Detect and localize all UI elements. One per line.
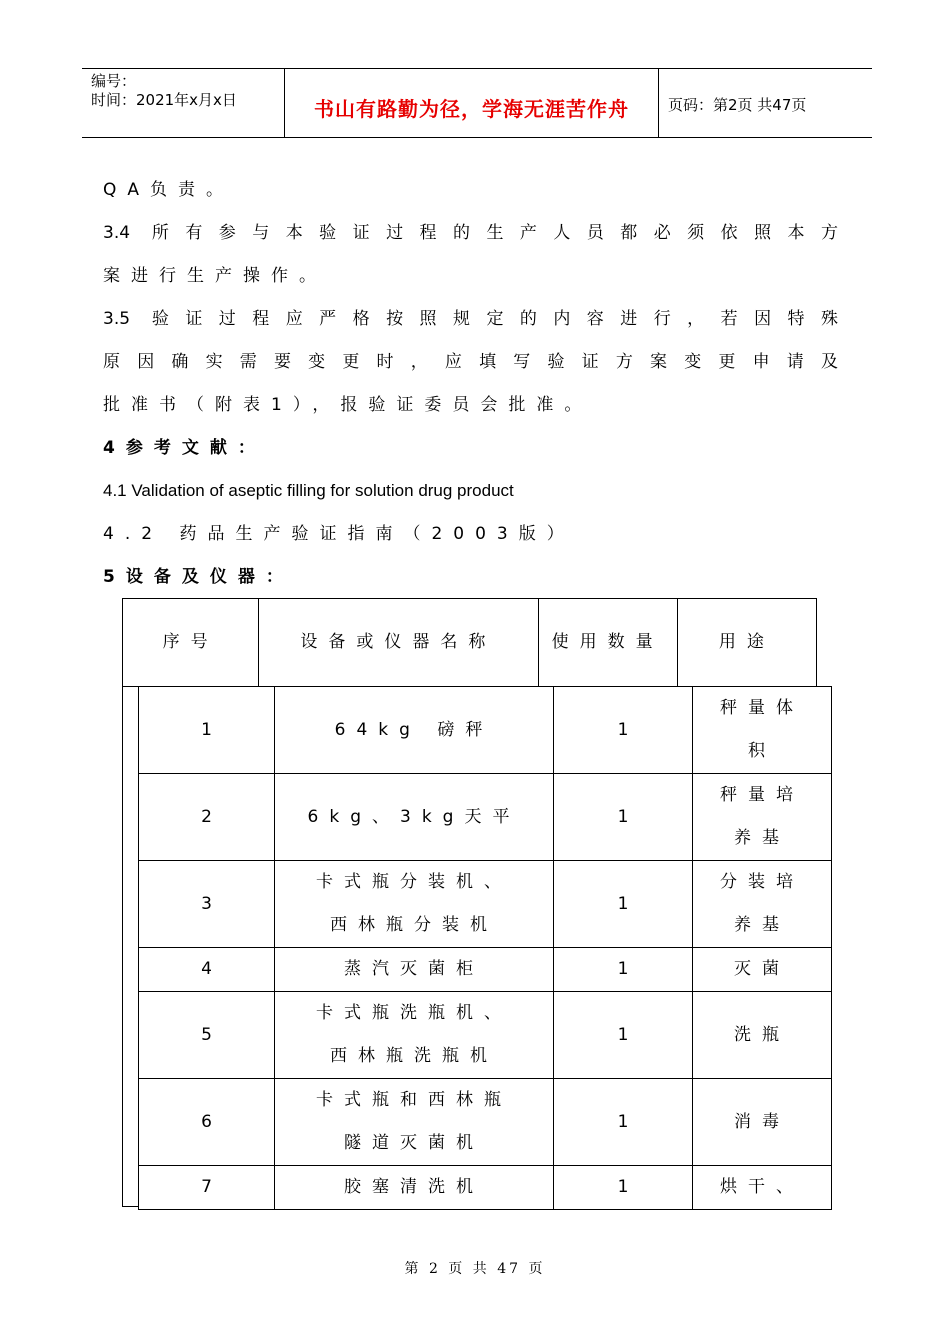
row-name-line: 6kg、3kg天平 <box>307 806 521 827</box>
header-motto-cell <box>284 69 659 137</box>
header-meta-cell <box>82 69 284 137</box>
body-line-1: QA负责。 <box>103 180 235 200</box>
row-name <box>275 948 554 992</box>
page-footer: 第 2 页 共 47 页 <box>404 1261 546 1277</box>
row-qty: 1 <box>554 948 693 992</box>
body-line-2: 3.4 所有参与本验证过程的生产人员都必须依照本方 <box>103 223 838 243</box>
table-row <box>139 861 832 948</box>
row-qty: 1 <box>554 687 693 774</box>
motto-text: 书山有路勤为径，学海无涯苦作舟 <box>314 97 629 121</box>
row-use-line: 灭菌 <box>734 959 790 979</box>
row-no: 5 <box>139 992 275 1079</box>
row-use <box>693 1079 832 1166</box>
row-name <box>275 687 554 774</box>
header-no: 序号 <box>123 599 259 687</box>
row-qty: 1 <box>554 992 693 1079</box>
header-page-cell <box>658 69 872 137</box>
section-5-heading: 5设备及仪器： <box>103 567 294 587</box>
row-no: 3 <box>139 861 275 948</box>
row-name <box>275 861 554 948</box>
row-use-line: 消毒 <box>734 1111 790 1132</box>
equipment-table <box>138 686 832 1210</box>
row-no: 2 <box>139 774 275 861</box>
document-header <box>82 68 872 138</box>
row-name <box>275 992 554 1079</box>
row-name-line: 卡式瓶洗瓶机、 <box>316 1003 512 1023</box>
row-name-line: 卡式瓶和西林瓶 <box>316 1090 512 1110</box>
reference-2: 4.2 药品生产验证指南（2003版） <box>103 524 575 544</box>
row-use <box>693 687 832 774</box>
row-use <box>693 1166 832 1210</box>
row-name-line: 隧道灭菌机 <box>344 1133 484 1153</box>
row-qty: 1 <box>554 774 693 861</box>
table-row <box>139 687 832 774</box>
row-name <box>275 1079 554 1166</box>
header-use: 用途 <box>677 599 816 687</box>
page-code: 页码：第2页 共47页 <box>668 96 807 114</box>
row-name-line: 西林瓶分装机 <box>330 915 498 935</box>
table-row <box>139 948 832 992</box>
row-name <box>275 1166 554 1210</box>
id-label: 编号： <box>91 72 137 90</box>
row-use-line: 洗瓶 <box>734 1024 790 1045</box>
body-line-4: 3.5 验证过程应严格按照规定的内容进行，若因特殊 <box>103 309 838 329</box>
row-qty: 1 <box>554 1079 693 1166</box>
row-name-line: 64kg 磅秤 <box>334 719 494 740</box>
row-use-line: 养基 <box>734 915 790 935</box>
section-4-heading: 4参考文献： <box>103 438 266 458</box>
row-use <box>693 948 832 992</box>
table-row <box>139 1079 832 1166</box>
row-use-line: 烘干、 <box>720 1177 804 1197</box>
row-name-line: 胶塞清洗机 <box>344 1177 484 1197</box>
body-line-6: 批准书（附表1），报验证委员会批准。 <box>103 395 593 415</box>
header-name: 设备或仪器名称 <box>259 599 538 687</box>
row-use <box>693 861 832 948</box>
row-use-line: 秤量培 <box>720 785 804 805</box>
body-line-5: 原因确实需要变更时，应填写验证方案变更申请及 <box>103 352 838 372</box>
time-label: 时间：2021年x月x日 <box>91 91 237 109</box>
table-row <box>139 1166 832 1210</box>
row-no: 6 <box>139 1079 275 1166</box>
row-name-line: 西林瓶洗瓶机 <box>330 1046 498 1066</box>
row-use <box>693 774 832 861</box>
row-name <box>275 774 554 861</box>
equipment-table-header <box>122 598 817 687</box>
row-no: 7 <box>139 1166 275 1210</box>
row-qty: 1 <box>554 861 693 948</box>
table-row <box>139 992 832 1079</box>
row-qty: 1 <box>554 1166 693 1210</box>
row-use-line: 秤量体 <box>720 698 804 718</box>
row-use <box>693 992 832 1079</box>
row-name-line: 卡式瓶分装机、 <box>316 872 512 892</box>
reference-1: 4.1 Validation of aseptic filling for solution drug product <box>103 481 514 500</box>
row-name-line: 蒸汽灭菌柜 <box>344 959 484 979</box>
body-line-3: 案进行生产操作。 <box>103 266 327 286</box>
row-no: 1 <box>139 687 275 774</box>
row-no: 4 <box>139 948 275 992</box>
row-use-line: 分装培 <box>720 872 804 892</box>
row-use-line: 养基 <box>734 828 790 848</box>
table-bottom-border <box>122 1206 138 1207</box>
table-row <box>139 774 832 861</box>
table-left-border <box>122 686 139 1206</box>
row-use-line: 积 <box>748 741 776 761</box>
header-qty: 使用数量 <box>538 599 677 687</box>
